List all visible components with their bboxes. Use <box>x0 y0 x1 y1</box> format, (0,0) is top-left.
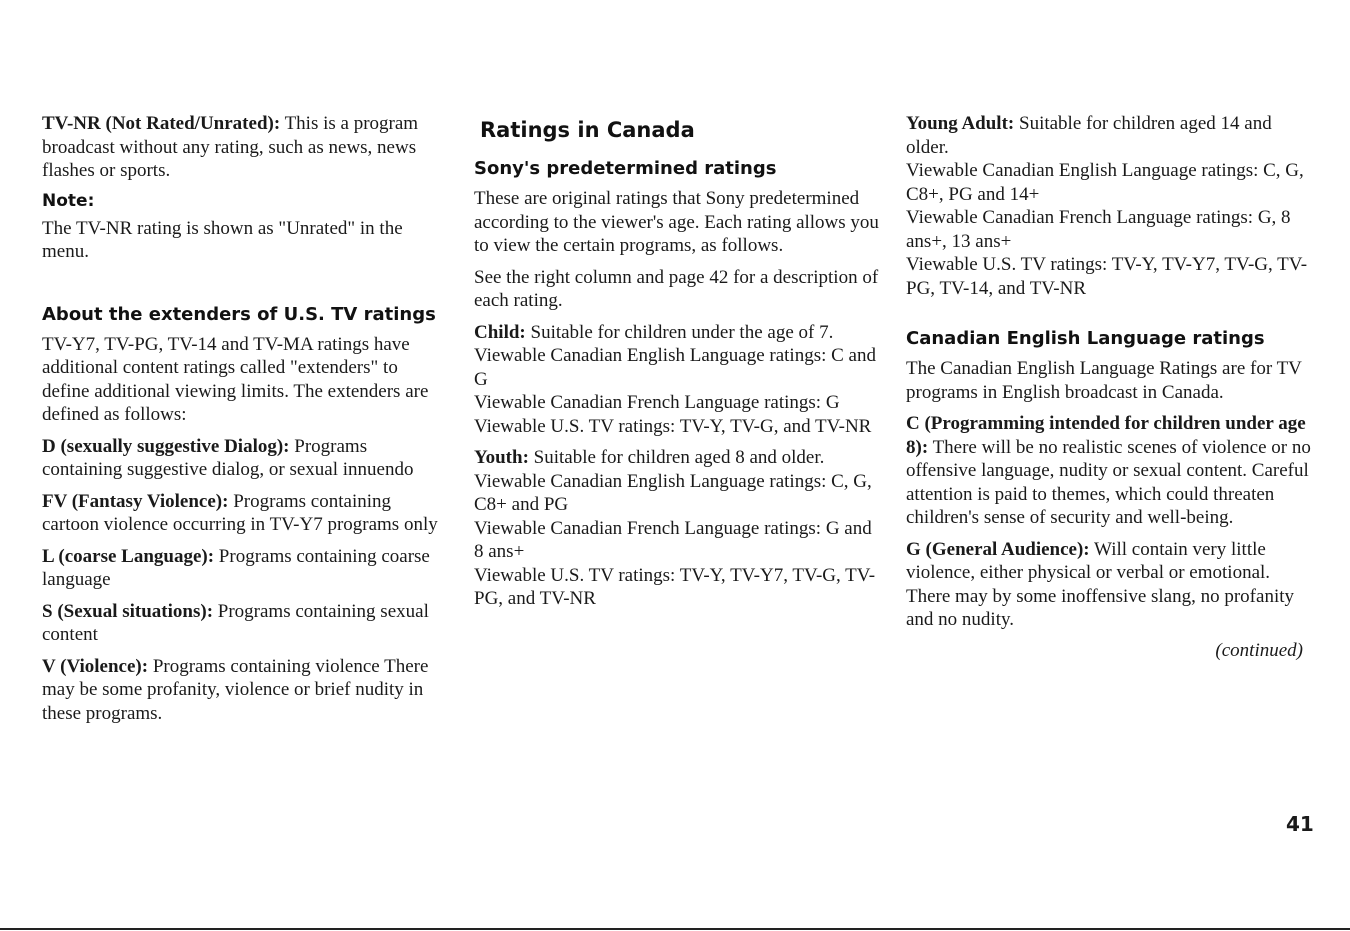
rating-c-text: There will be no realistic scenes of violence or no offensive language, nudity or sexual content. Careful attention is paid to themes, which could threaten children's sense of security and well-being. <box>906 436 1311 528</box>
english-ratings-heading: Canadian English Language ratings <box>906 328 1265 349</box>
extender-s-term: S (Sexual situations): <box>42 600 214 622</box>
young-adult-line: Viewable Canadian French Language ratings: G, 8 ans+, 13 ans+ <box>906 207 1291 252</box>
young-adult-text: Suitable for children aged 14 and older. <box>906 113 1272 158</box>
right-column <box>906 112 1311 662</box>
child-rating-desc <box>474 321 879 345</box>
youth-text: Suitable for children aged 8 and older. <box>528 447 825 468</box>
extender-s <box>42 600 442 647</box>
page-number: 41 <box>1286 812 1314 836</box>
extender-d-text: Programs containing suggestive dialog, or sexual innuendo <box>42 435 414 480</box>
tv-nr-text: This is a program broadcast without any rating, such as news, news flashes or sports. <box>42 113 419 181</box>
extender-l-term: L (coarse Language): <box>42 545 215 567</box>
young-adult-term: Young Adult: <box>906 113 1015 134</box>
youth-line: Viewable Canadian English Language ratings: C, G, C8+ and PG <box>474 470 872 515</box>
rating-c-term: C (Programming intended for children under age 8): <box>906 413 1306 458</box>
left-column <box>42 112 442 733</box>
english-intro: The Canadian English Language Ratings are for TV programs in English broadcast in Canada. <box>906 358 1302 403</box>
tv-nr-term: TV-NR (Not Rated/Unrated): <box>42 113 281 134</box>
spacer <box>906 300 1311 328</box>
child-text: Suitable for children under the age of 7. <box>525 321 834 343</box>
youth-rating-desc <box>474 446 879 470</box>
extender-l-text: Programs containing coarse language <box>42 545 430 590</box>
extenders-heading: About the extenders of U.S. TV ratings <box>42 303 436 325</box>
sony-intro: These are original ratings that Sony predetermined according to the viewer's age. Each rating allows you to view the certain programs, as follows. <box>474 188 879 256</box>
sony-ratings-heading: Sony's predetermined ratings <box>474 158 777 179</box>
youth-term: Youth: <box>474 447 529 468</box>
extender-v-term: V (Violence): <box>42 655 149 677</box>
extender-s-text: Programs containing sexual content <box>42 600 429 645</box>
spacer <box>42 272 442 304</box>
rating-g-term: G (General Audience): <box>906 538 1090 560</box>
child-line: Viewable U.S. TV ratings: TV-Y, TV-G, and TV-NR <box>474 415 872 437</box>
youth-line: Viewable U.S. TV ratings: TV-Y, TV-Y7, TV-G, TV-PG, and TV-NR <box>474 564 876 609</box>
rating-g <box>906 538 1311 632</box>
note-text: The TV-NR rating is shown as "Unrated" in the menu. <box>42 217 403 262</box>
extender-d-term: D (sexually suggestive Dialog): <box>42 435 290 457</box>
middle-column <box>474 112 879 611</box>
continued-note: (continued) <box>1215 639 1303 661</box>
extender-fv-text: Programs containing cartoon violence occurring in TV-Y7 programs only <box>42 490 438 535</box>
young-adult-desc <box>906 112 1311 159</box>
extender-l <box>42 545 442 592</box>
extenders-intro: TV-Y7, TV-PG, TV-14 and TV-MA ratings have additional content ratings called "extenders" to define additional viewing limits. The extenders are defined as follows: <box>42 333 429 425</box>
bottom-rule <box>0 928 1350 930</box>
see-reference: See the right column and page 42 for a description of each rating. <box>474 266 879 311</box>
child-rating-block <box>474 321 879 439</box>
extender-v <box>42 655 442 726</box>
young-adult-line: Viewable U.S. TV ratings: TV-Y, TV-Y7, TV-G, TV-PG, TV-14, and TV-NR <box>906 254 1308 299</box>
extender-d <box>42 435 442 482</box>
youth-rating-block <box>474 446 879 611</box>
rating-c <box>906 412 1311 530</box>
rating-g-text: Will contain very little violence, either physical or verbal or emotional. There may by some inoffensive slang, no profanity and no nudity. <box>906 538 1294 630</box>
section-title-canada: Ratings in Canada <box>480 118 695 142</box>
note-heading: Note: <box>42 190 95 211</box>
extender-fv <box>42 490 442 537</box>
extender-fv-term: FV (Fantasy Violence): <box>42 490 229 512</box>
young-adult-rating-block <box>906 112 1311 300</box>
young-adult-line: Viewable Canadian English Language ratings: C, G, C8+, PG and 14+ <box>906 160 1304 205</box>
child-line: Viewable Canadian English Language ratings: C and G <box>474 345 876 390</box>
extender-v-text: Programs containing violence There may be some profanity, violence or brief nudity in these programs. <box>42 655 429 724</box>
youth-line: Viewable Canadian French Language ratings: G and 8 ans+ <box>474 517 872 562</box>
child-line: Viewable Canadian French Language ratings: G <box>474 392 840 413</box>
tv-nr-paragraph <box>42 112 442 183</box>
child-term: Child: <box>474 321 526 343</box>
